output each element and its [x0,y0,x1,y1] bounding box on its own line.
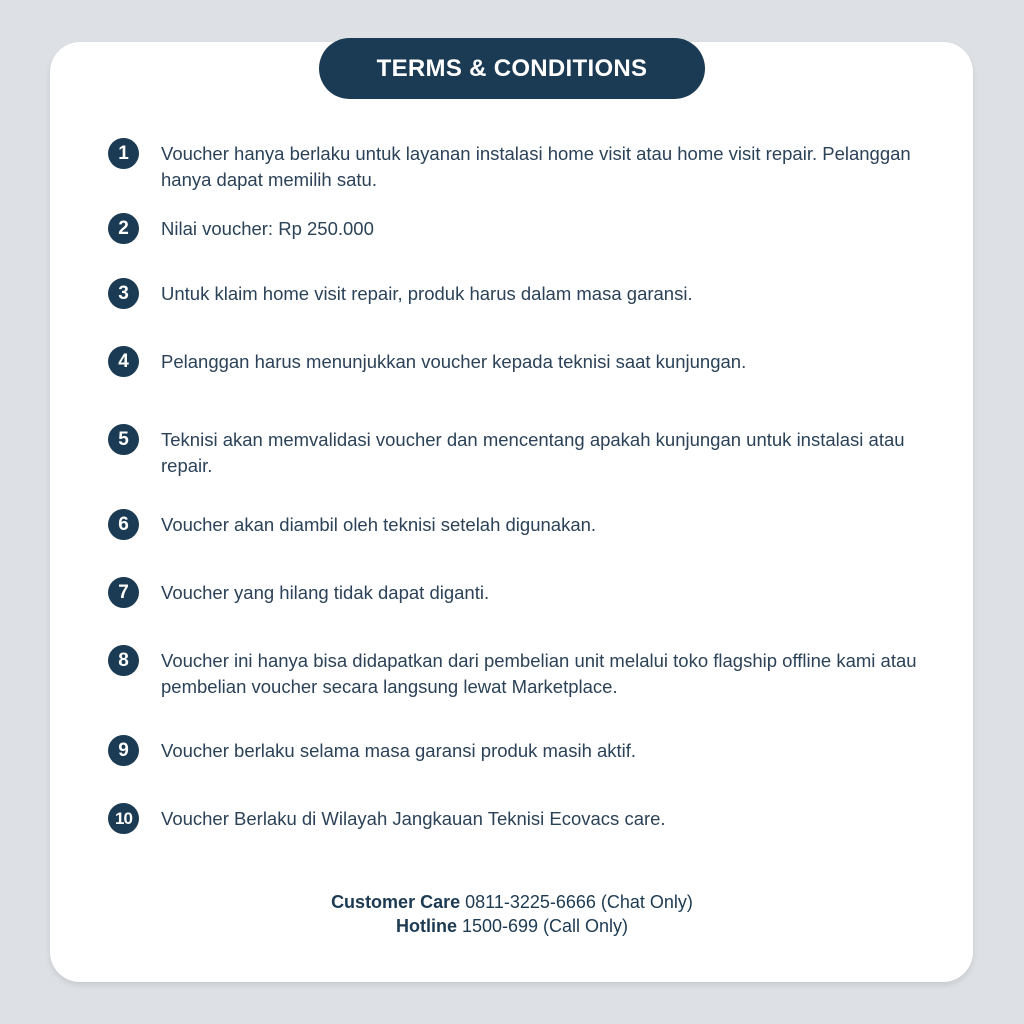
term-text: Voucher Berlaku di Wilayah Jangkauan Teknisi Ecovacs care. [161,808,666,829]
term-number-badge: 6 [108,509,139,540]
customer-care-number: 0811-3225-6666 (Chat Only) [465,892,693,912]
term-text: Voucher ini hanya bisa didapatkan dari pembelian unit melalui toko flagship offline kami atau pembelian voucher secara langsung lewat Marketplace. [161,650,917,697]
term-number-badge: 3 [108,278,139,309]
term-number-badge: 4 [108,346,139,377]
term-text: Voucher berlaku selama masa garansi produk masih aktif. [161,740,637,761]
term-text: Teknisi akan memvalidasi voucher dan mencentang apakah kunjungan untuk instalasi atau repair. [161,429,905,476]
term-number-badge: 10 [108,803,139,834]
term-text: Nilai voucher: Rp 250.000 [161,218,374,239]
term-text: Pelanggan harus menunjukkan voucher kepada teknisi saat kunjungan. [161,351,747,372]
hotline-line [0,914,1024,938]
page-title: TERMS & CONDITIONS [319,38,705,99]
term-text: Voucher akan diambil oleh teknisi setelah digunakan. [161,514,597,535]
customer-care-line [0,890,1024,914]
term-number-badge: 8 [108,645,139,676]
hotline-label: Hotline [395,916,457,936]
term-number-badge: 2 [108,213,139,244]
term-number-badge: 5 [108,424,139,455]
term-number-badge: 7 [108,577,139,608]
hotline-number: 1500-699 (Call Only) [461,916,629,936]
term-number-badge: 9 [108,735,139,766]
term-text: Voucher yang hilang tidak dapat diganti. [161,582,490,603]
customer-care-label: Customer Care [331,892,461,912]
term-text: Untuk klaim home visit repair, produk harus dalam masa garansi. [161,283,693,304]
term-text: Voucher hanya berlaku untuk layanan instalasi home visit atau home visit repair. Pelanggan hanya dapat memilih satu. [161,143,911,190]
term-number-badge: 1 [108,138,139,169]
